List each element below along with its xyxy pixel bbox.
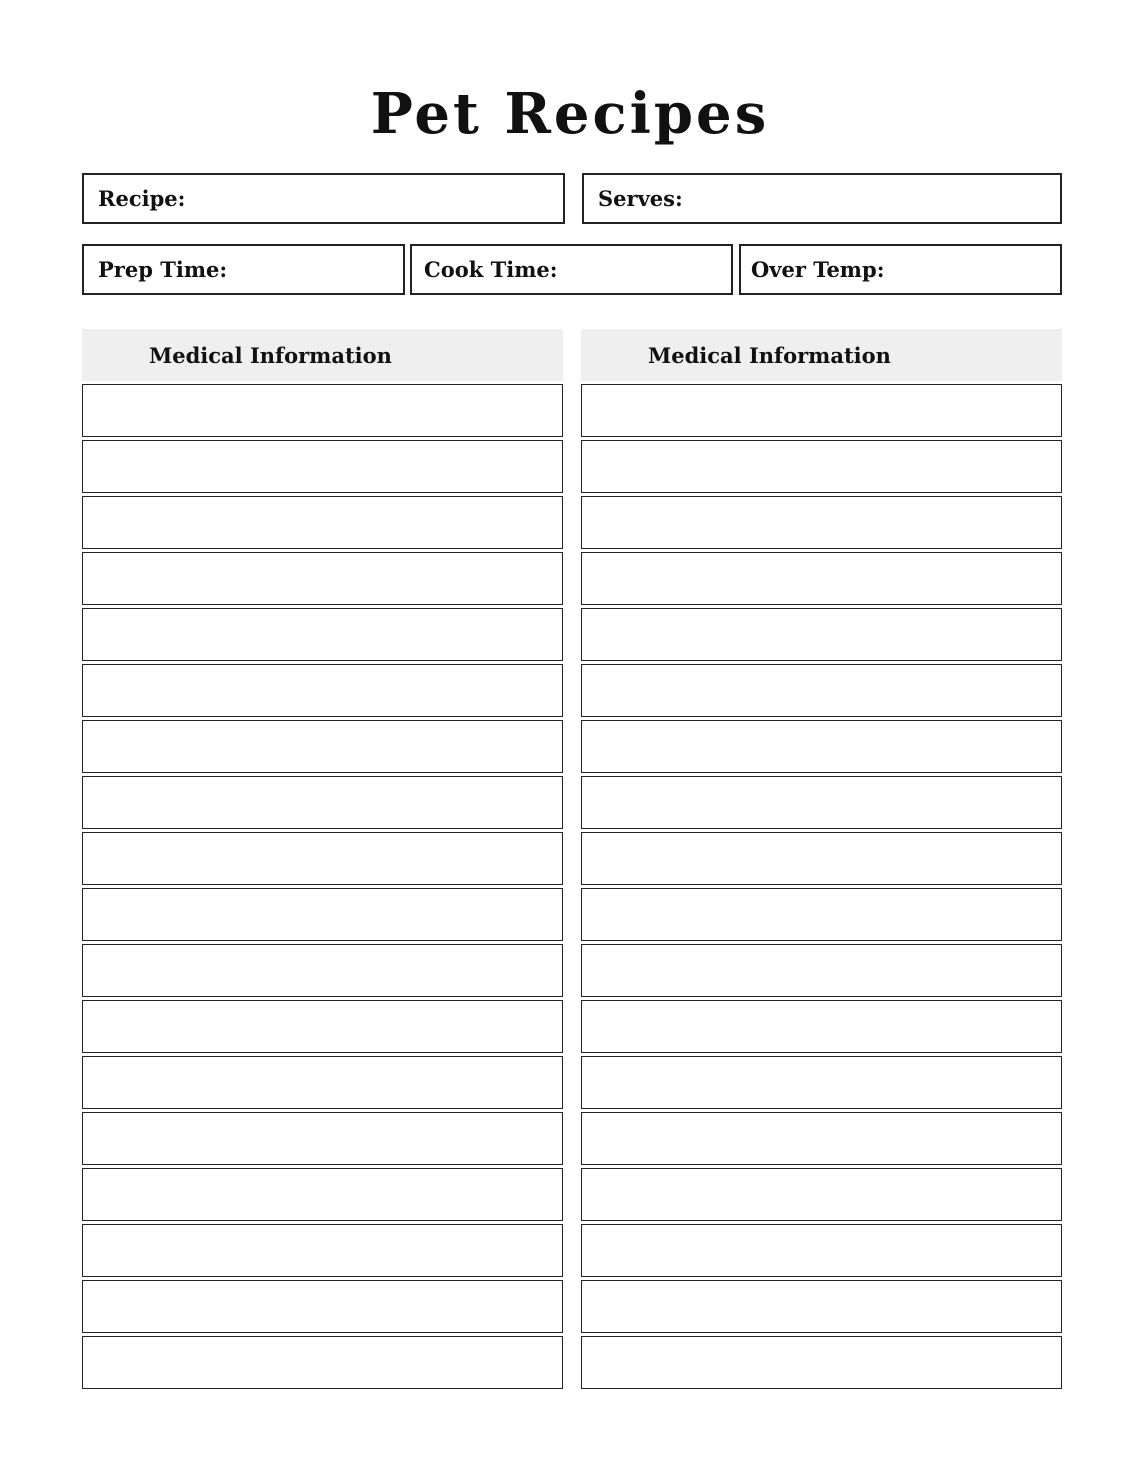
recipe-label: Recipe: <box>98 186 186 211</box>
recipe-field[interactable] <box>82 173 565 224</box>
medical-info-row[interactable] <box>581 1280 1062 1333</box>
medical-info-row[interactable] <box>82 664 563 717</box>
medical-info-row[interactable] <box>581 664 1062 717</box>
medical-info-row[interactable] <box>82 1336 563 1389</box>
medical-info-column-right <box>581 329 1062 1392</box>
medical-info-row[interactable] <box>82 1056 563 1109</box>
medical-info-row[interactable] <box>82 1168 563 1221</box>
cook-time-field[interactable] <box>410 244 733 295</box>
medical-info-row[interactable] <box>581 1112 1062 1165</box>
medical-info-row[interactable] <box>82 608 563 661</box>
prep-time-field[interactable] <box>82 244 405 295</box>
medical-info-column-left <box>82 329 563 1392</box>
medical-info-row[interactable] <box>581 720 1062 773</box>
oven-temp-field[interactable] <box>739 244 1062 295</box>
row-list <box>581 384 1062 1389</box>
medical-info-row[interactable] <box>581 496 1062 549</box>
medical-info-row[interactable] <box>82 384 563 437</box>
medical-info-row[interactable] <box>82 944 563 997</box>
row-list <box>82 384 563 1389</box>
serves-label: Serves: <box>598 186 683 211</box>
medical-info-row[interactable] <box>82 776 563 829</box>
oven-temp-label: Over Temp: <box>751 257 885 282</box>
medical-info-row[interactable] <box>581 1224 1062 1277</box>
column-header: Medical Information <box>581 329 1062 381</box>
medical-info-row[interactable] <box>82 1224 563 1277</box>
medical-info-row[interactable] <box>82 552 563 605</box>
medical-info-row[interactable] <box>82 832 563 885</box>
medical-info-row[interactable] <box>581 832 1062 885</box>
medical-info-row[interactable] <box>581 944 1062 997</box>
medical-info-row[interactable] <box>581 776 1062 829</box>
cook-time-label: Cook Time: <box>424 257 558 282</box>
medical-info-row[interactable] <box>581 1168 1062 1221</box>
medical-info-row[interactable] <box>581 1056 1062 1109</box>
serves-field[interactable] <box>582 173 1062 224</box>
medical-info-row[interactable] <box>581 1336 1062 1389</box>
medical-info-row[interactable] <box>581 888 1062 941</box>
column-header: Medical Information <box>82 329 563 381</box>
medical-info-row[interactable] <box>82 1000 563 1053</box>
prep-time-label: Prep Time: <box>98 257 228 282</box>
medical-info-row[interactable] <box>82 1112 563 1165</box>
medical-info-row[interactable] <box>82 1280 563 1333</box>
medical-info-row[interactable] <box>581 384 1062 437</box>
page-title: Pet Recipes <box>370 81 770 147</box>
medical-info-row[interactable] <box>82 440 563 493</box>
medical-info-row[interactable] <box>82 496 563 549</box>
medical-info-row[interactable] <box>82 888 563 941</box>
medical-info-row[interactable] <box>581 1000 1062 1053</box>
medical-info-row[interactable] <box>82 720 563 773</box>
medical-info-row[interactable] <box>581 552 1062 605</box>
medical-info-row[interactable] <box>581 608 1062 661</box>
medical-info-row[interactable] <box>581 440 1062 493</box>
